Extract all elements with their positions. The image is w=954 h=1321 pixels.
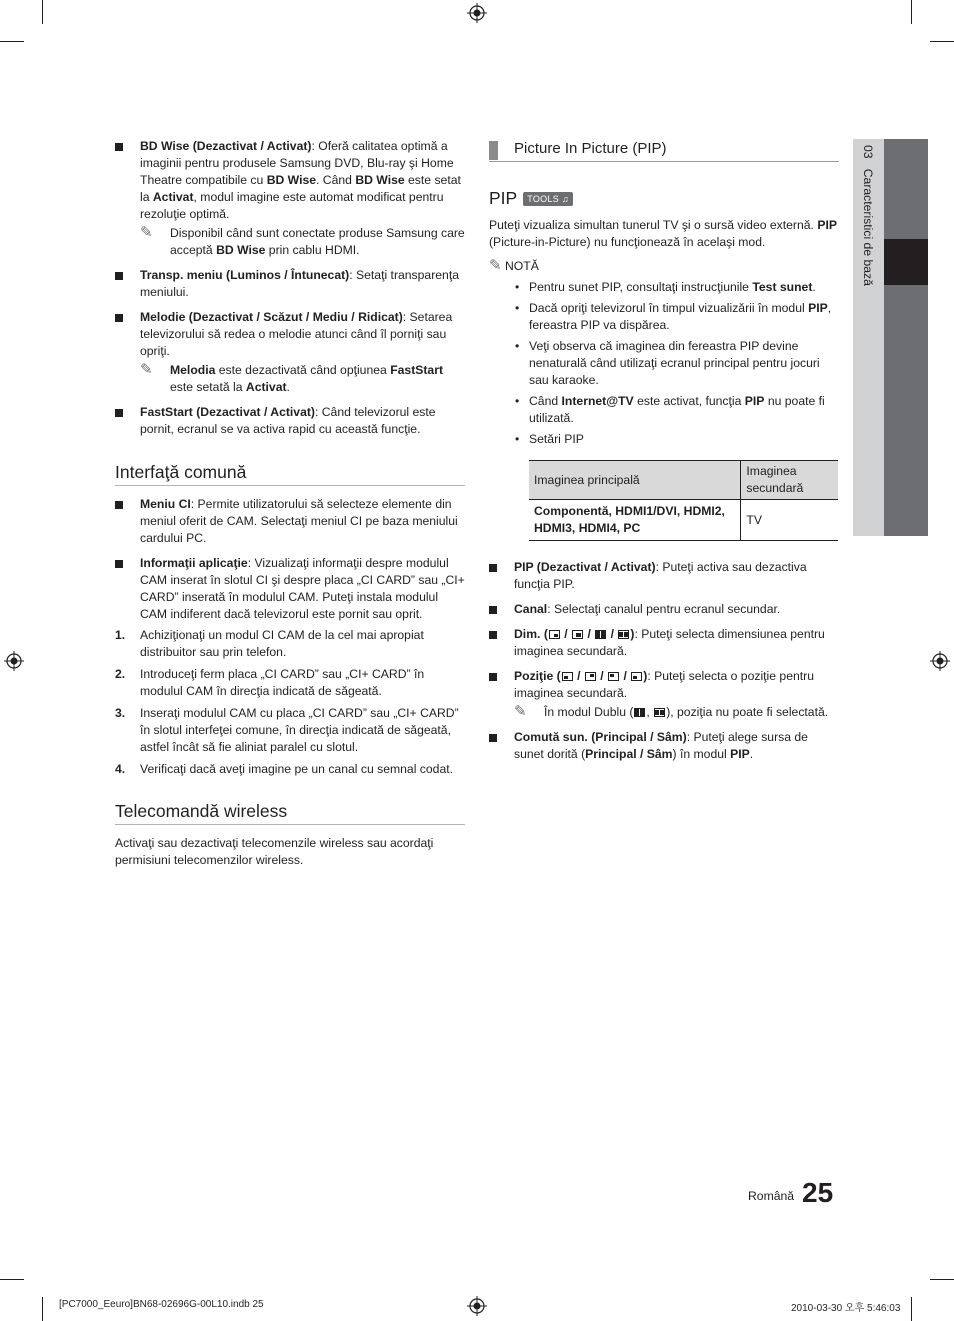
registration-mark-icon [467,3,487,23]
section-title-pip: Picture In Picture (PIP) [489,138,839,162]
bullet-square-icon [489,734,497,742]
list-item-menu-transparency: Transp. meniu (Luminos / Întunecat): Setaţi transparenţa meniului. [115,267,465,301]
table-row [529,500,838,541]
table-cell: TV [741,500,838,541]
table-header: Imaginea principală [529,461,741,500]
crop-mark [930,1279,954,1280]
bullet-square-icon [115,560,123,568]
registration-mark-icon [930,651,950,671]
crop-mark [0,41,24,42]
crop-mark [911,1297,912,1321]
list-item-ci-menu: Meniu CI: Permite utilizatorului să selecteze elemente din meniul oferit de CAM. Selectaţi meniul CI pe baza meniului cardului PC. [115,496,465,547]
imprint-file: [PC7000_Eeuro]BN68-02696G-00L10.indb 25 [59,1299,264,1310]
note-item: • Când Internet@TV este activat, funcţia PIP nu poate fi utilizată. [515,394,825,425]
list-item-pip-toggle: PIP (Dezactivat / Activat): Puteţi activa sau dezactiva funcţia PIP. [489,559,839,593]
list-item-bd-wise: BD Wise (Dezactivat / Activat): Oferă calitatea optimă a imaginii pentru produsele Samsung DVD, Blu-ray şi Home Theatre compatibile cu BD Wise. Când BD Wise este setat la Activat, modul imagine este automat modificat pentru rezoluţie optimă. ✎ Disponibil când sunt conectate produse Samsung care acceptă BD Wise prin cablu HDMI. [115,138,465,259]
list-item-channel: Canal: Selectaţi canalul pentru ecranul secundar. [489,601,839,618]
chapter-tab-marker [884,239,928,285]
section-heading-wireless-remote: Telecomandă wireless [115,800,465,825]
list-item-size: Dim. ( / / / ): Puteţi selecta dimensiunea pentru imaginea secundară. [489,626,839,660]
size-small-icon [549,630,560,639]
bullet-square-icon [489,673,497,681]
position-bottom-right-icon [631,672,642,681]
bullet-square-icon [489,631,497,639]
size-dual-wide-icon [618,630,629,639]
bullet-square-icon [115,501,123,509]
tools-note-icon: ♫ [559,193,569,204]
note-item: • Setări PIP [515,432,584,446]
tools-badge: TOOLS ♫ [523,192,573,206]
note-item: • Veţi observa că imaginea din fereastra PIP devine nenaturală când utilizaţi ecranul principal pentru jocuri sau karaoke. [515,339,820,387]
size-dual-wide-icon [654,708,665,717]
step-item: 3. Inseraţi modulul CAM cu placa „CI CARD” sau „CI+ CARD” în slotul interfeţei comune, în direcţia indicată de săgeată, astfel încât să fie aliniat paralel cu slotul. [115,706,459,754]
table-header: Imaginea secundară [741,461,838,500]
list-item-position: Poziţie ( / / / ): Puteţi selecta o poziţie pentru imaginea secundară. ✎ În modul Dublu ( , ), poziţia nu poate fi selectată. [489,668,839,721]
section-heading-common-interface: Interfaţă comună [115,461,465,486]
position-top-right-icon [585,672,596,681]
note-pencil-icon: ✎ [514,703,527,720]
bullet-square-icon [489,564,497,572]
note-item: • Dacă opriţi televizorul în timpul vizualizării în modul PIP, fereastra PIP va dispărea. [515,301,832,332]
note: ✎ Melodia este dezactivată când opţiunea FastStart este setată la Activat. [140,361,444,394]
position-top-left-icon [608,672,619,681]
page-number: 25 [802,1177,834,1208]
note-pencil-icon: ✎ [140,361,153,378]
chapter-tab-dark [884,139,928,536]
list-item-app-info: Informaţii aplicaţie: Vizualizaţi informaţii despre modulul CAM inserat în slotul CI şi despre placa „CI CARD” sau „CI+ CARD” inserată în modulul CAM. Puteţi instala modulul CAM indiferent dacă televizorul este pornit sau oprit. [115,555,465,623]
pip-heading: PIP TOOLS ♫ [489,190,839,207]
left-column [115,138,465,869]
crop-mark [0,1279,24,1280]
list-item-faststart: FastStart (Dezactivat / Activat): Când televizorul este pornit, ecranul se va activa rapid cu această funcţie. [115,404,465,438]
registration-mark-icon [4,651,24,671]
position-bottom-left-icon [562,672,573,681]
bullet-square-icon [115,143,123,151]
size-dual-icon [595,630,606,639]
note-pencil-icon: ✎ [140,224,153,241]
bullet-square-icon [115,409,123,417]
bullet-square-icon [115,272,123,280]
bullet-square-icon [115,314,123,322]
pip-intro: Puteţi vizualiza simultan tunerul TV şi o sursă video externă. PIP (Picture-in-Picture) nu funcţionează în acelaşi mod. [489,218,837,249]
crop-mark [42,0,43,24]
bullet-square-icon [489,606,497,614]
pip-settings-table [529,460,838,541]
imprint-date: 2010-03-30 오후 5:46:03 [791,1303,901,1314]
crop-mark [42,1297,43,1321]
right-column [489,138,839,771]
step-item: 4. Verificaţi dacă aveţi imagine pe un canal cu semnal codat. [115,762,453,776]
section-bar-marker [489,141,498,160]
list-item-sound-select: Comută sun. (Principal / Sâm): Puteţi alege sursa de sunet dorită (Principal / Sâm) în modul PIP. [489,729,839,763]
table-cell: Componentă, HDMI1/DVI, HDMI2, HDMI3, HDMI4, PC [529,500,741,541]
note-heading: ✎ NOTĂ [489,257,539,274]
crop-mark [930,41,954,42]
chapter-tab-label: 03 Caracteristici de bază [861,145,875,286]
registration-mark-icon [467,1296,487,1316]
step-item: 2. Introduceţi ferm placa „CI CARD” sau „CI+ CARD” în modulul CAM în direcţia indicată de săgeată. [115,667,425,698]
size-large-icon [572,630,583,639]
size-dual-icon [634,708,645,717]
note: ✎ Disponibil când sunt conectate produse Samsung care acceptă BD Wise prin cablu HDMI. [140,224,465,257]
footer-language: Română [748,1189,795,1203]
note-item: • Pentru sunet PIP, consultaţi instrucţiunile Test sunet. [515,280,816,294]
note-pencil-icon: ✎ [489,257,502,274]
note: ✎ În modul Dublu ( , ), poziţia nu poate fi selectată. [514,703,829,720]
list-item-melody: Melodie (Dezactivat / Scăzut / Mediu / Ridicat): Setarea televizorului să redea o melodie atunci când îl porniţi sau opriţi. ✎ Melodia este dezactivată când opţiunea FastStart este setată la Activat. [115,309,465,396]
wireless-description: Activaţi sau dezactivaţi telecomenzile wireless sau acordaţi permisiuni telecomenzilor wireless. [115,836,434,867]
crop-mark [911,0,912,24]
step-item: 1. Achiziţionaţi un modul CI CAM de la cel mai apropiat distribuitor sau prin telefon. [115,628,424,659]
